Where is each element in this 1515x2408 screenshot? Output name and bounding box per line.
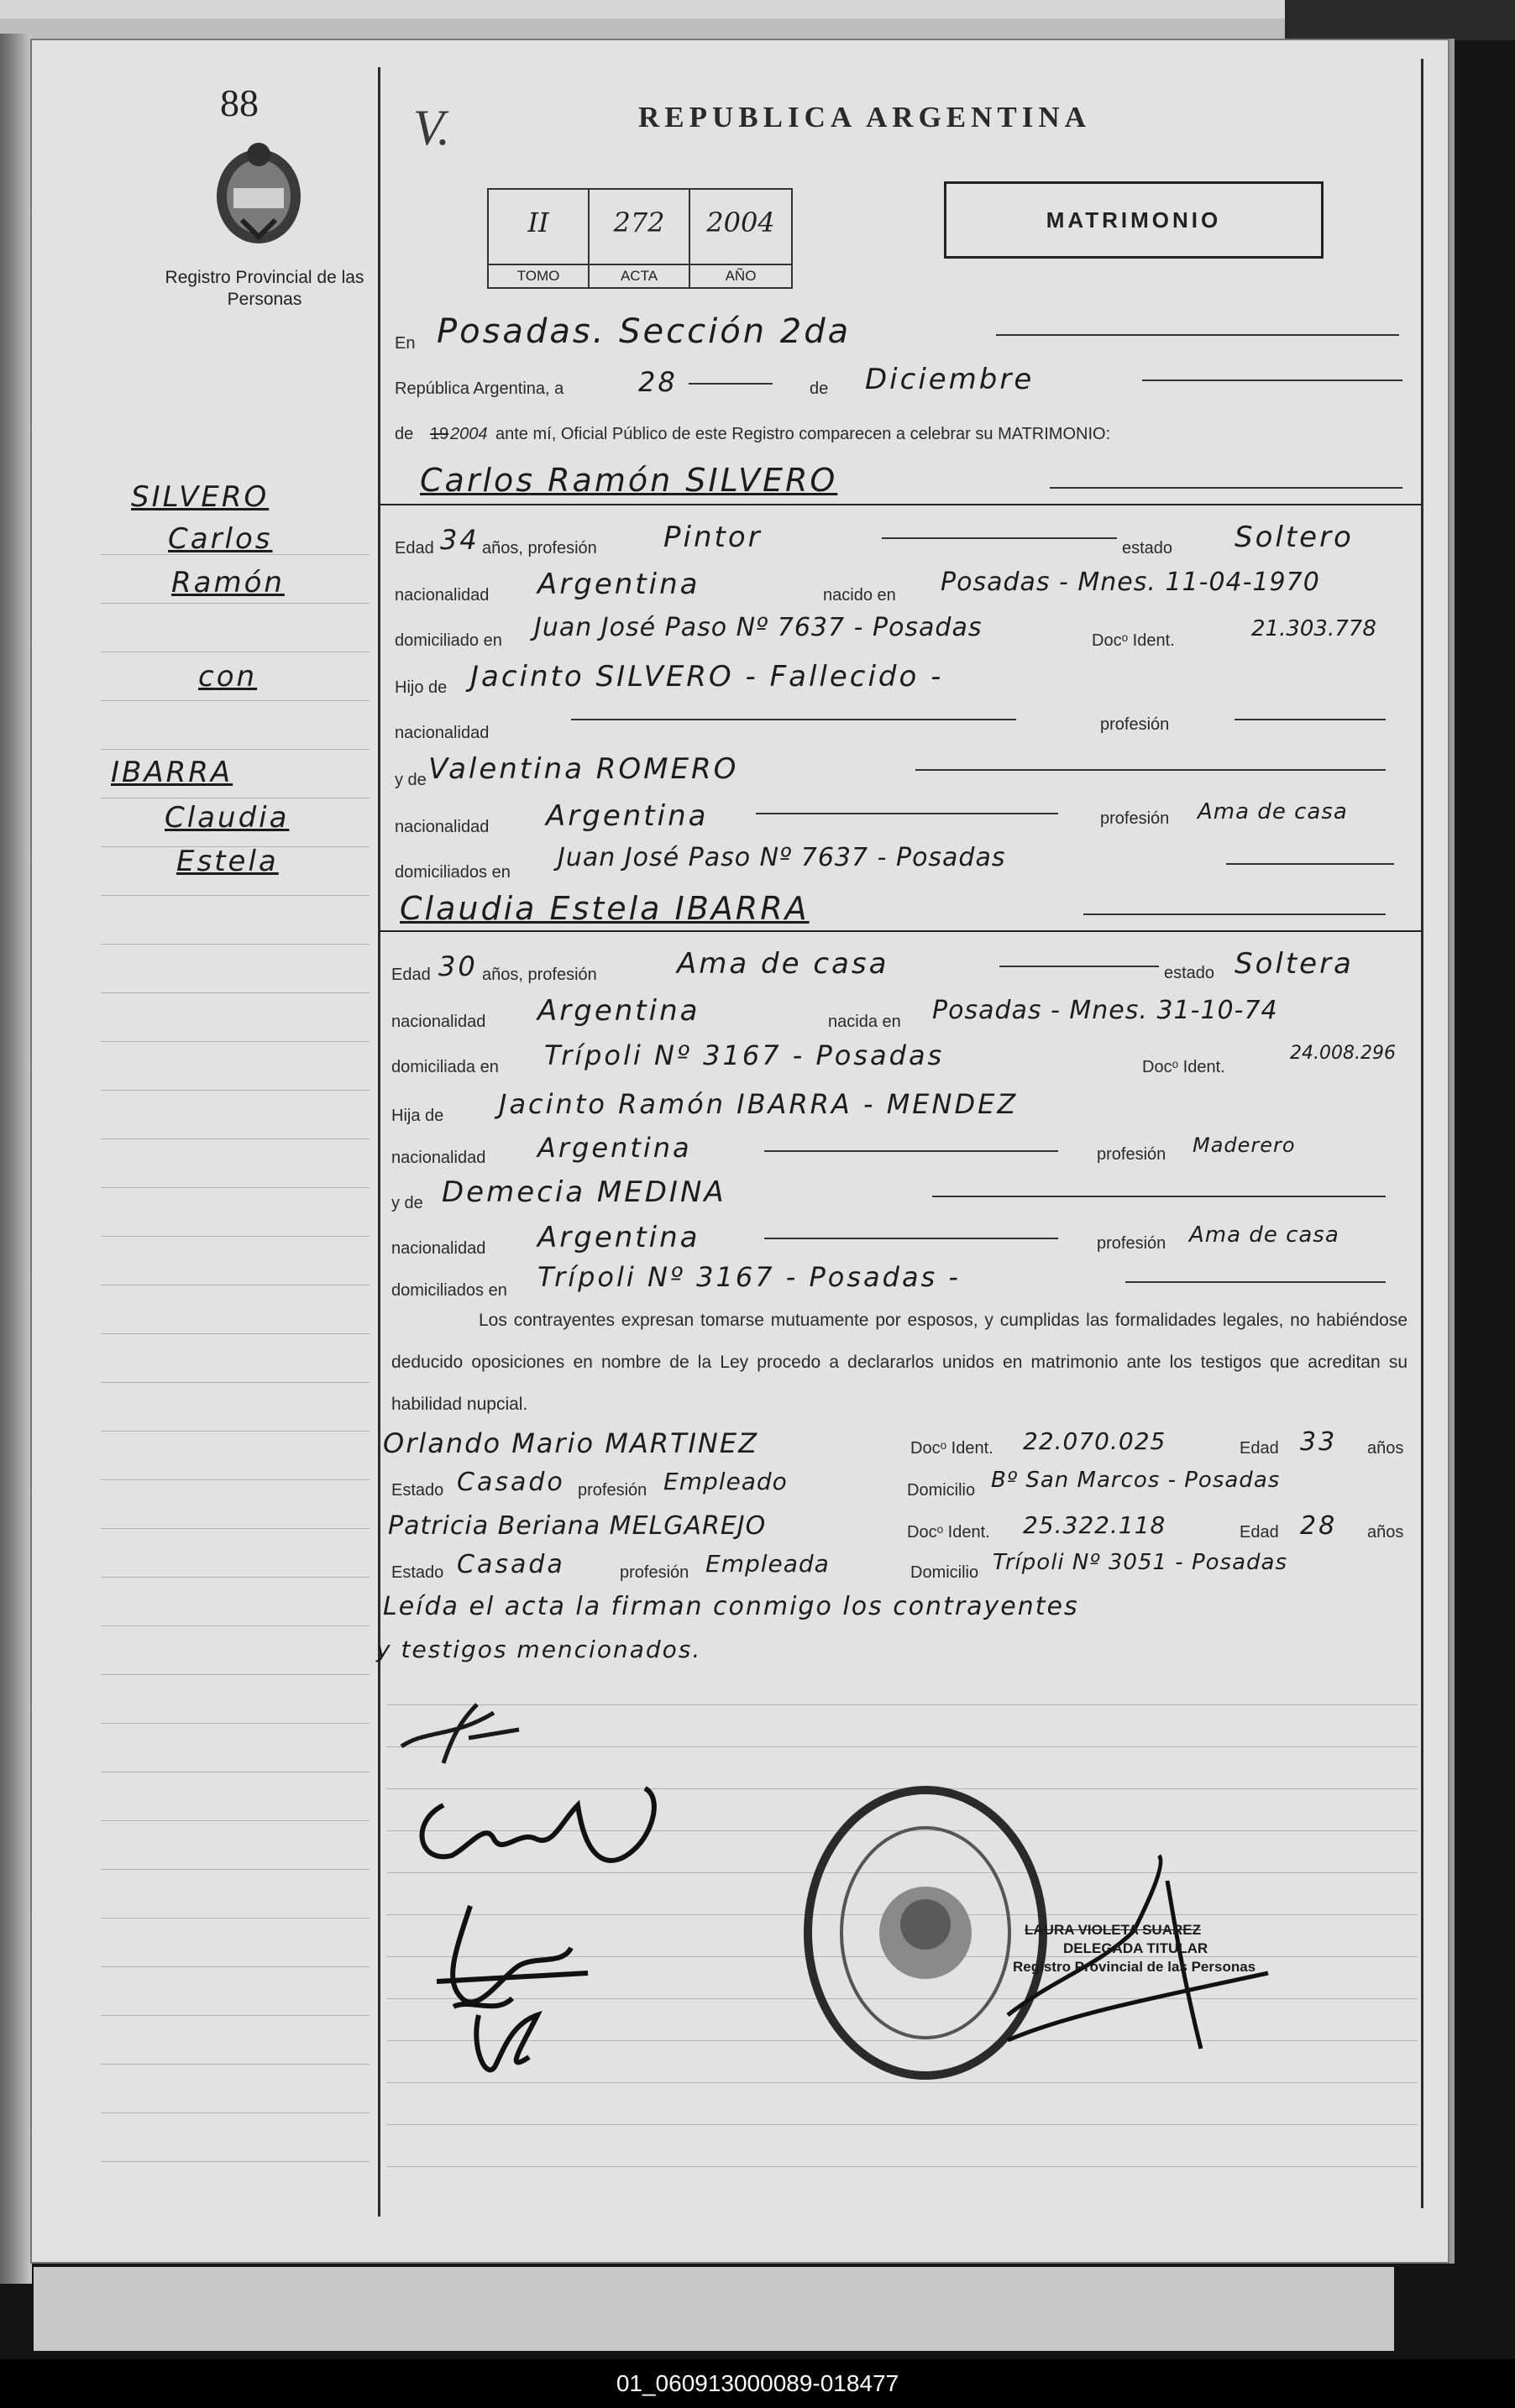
bride-profesion: Ama de casa: [677, 947, 889, 981]
stamp-office: Registro Provincial de las Personas: [1013, 1959, 1256, 1975]
witness2-doc: 25.322.118: [1023, 1511, 1166, 1539]
bride-hija-label: Hija de: [391, 1107, 444, 1125]
witness1-dom-label: Domicilio: [907, 1481, 976, 1500]
book-spine: [0, 34, 32, 2284]
bride-prof-dash: [999, 966, 1159, 967]
bride-madre-nac: Argentina: [537, 1221, 700, 1254]
bride-nacionalidad: Argentina: [537, 994, 700, 1028]
right-rule: [1421, 59, 1423, 2208]
groom-padres-dom: Juan José Paso Nº 7637 - Posadas: [558, 843, 1006, 872]
witness1-edad: 33: [1300, 1427, 1338, 1457]
bride-padre-nac: Argentina: [537, 1132, 692, 1164]
place-dash: [996, 334, 1399, 336]
de-label: de: [810, 380, 829, 398]
groom-madre-prof: Ama de casa: [1198, 799, 1348, 824]
witness2-edad-label: Edad: [1240, 1523, 1279, 1542]
bride-padres-dom-dash: [1125, 1281, 1386, 1283]
witness2-edad: 28: [1300, 1511, 1338, 1541]
groom-name-dash: [1050, 487, 1402, 489]
bride-full-name: Claudia Estela IBARRA: [400, 890, 810, 927]
groom-domicilio: Juan José Paso Nº 7637 - Posadas: [534, 613, 983, 642]
bride-madre-nac-label: nacionalidad: [391, 1239, 486, 1258]
image-id-footer: 01_060913000089-018477: [0, 2359, 1515, 2408]
groom-anios-label: años, profesión: [482, 539, 597, 558]
groom-full-name: Carlos Ramón SILVERO: [420, 462, 838, 499]
anio-value: 2004: [706, 207, 775, 238]
bride-madre-dash: [932, 1196, 1386, 1197]
en-label: En: [395, 334, 416, 353]
bride-padre-nac-label: nacionalidad: [391, 1149, 486, 1167]
intro-text: ante mí, Oficial Público de este Registro comparecen a celebrar su MATRIMONIO:: [495, 425, 1111, 443]
groom-nac-label: nacionalidad: [395, 586, 490, 605]
witness1-estado-label: Estado: [391, 1481, 444, 1500]
stamp-name: LAURA VIOLETA SUAREZ: [1025, 1922, 1201, 1938]
margin-bride-name1: Claudia: [165, 801, 290, 835]
witness1-domicilio: Bº San Marcos - Posadas: [991, 1468, 1281, 1493]
witness1-edad-label: Edad: [1240, 1439, 1279, 1458]
month-dash: [1142, 380, 1402, 381]
groom-madre: Valentina ROMERO: [428, 752, 739, 786]
official-stamp: [1013, 1921, 1315, 1976]
groom-padre-nac-dash: [571, 719, 1016, 720]
groom-nacido-label: nacido en: [823, 586, 896, 605]
bride-edad-label: Edad: [391, 966, 431, 984]
closing-line-1: Leída el acta la firman conmigo los contrayentes: [383, 1592, 1079, 1621]
bride-padre-nac-dash: [764, 1150, 1058, 1152]
anio-cell: [690, 190, 791, 287]
groom-hijo-label: Hijo de: [395, 678, 448, 697]
bride-padre: Jacinto Ramón IBARRA - MENDEZ: [499, 1088, 1019, 1120]
bride-padres-dom: Trípoli Nº 3167 - Posadas -: [537, 1261, 961, 1293]
groom-padre-prof-dash: [1235, 719, 1386, 720]
signature-groom: [393, 1772, 695, 1889]
groom-doc: 21.303.778: [1251, 616, 1376, 641]
witness2-estado-label: Estado: [391, 1563, 444, 1582]
margin-con: con: [198, 660, 258, 694]
groom-yde-label: y de: [395, 771, 427, 789]
bride-estado-label: estado: [1164, 964, 1215, 982]
day-dash: [689, 383, 773, 385]
witness1-estado: Casado: [457, 1468, 565, 1497]
witness2-prof-label: profesión: [620, 1563, 689, 1582]
bride-madre-nac-dash: [764, 1238, 1058, 1239]
page-edge-dark: [1285, 0, 1515, 40]
bride-nac-label: nacionalidad: [391, 1013, 486, 1031]
bride-padre-prof: Maderero: [1193, 1133, 1296, 1157]
witness2-name: Patricia Beriana MELGAREJO: [388, 1511, 767, 1541]
groom-estado: Soltero: [1235, 521, 1354, 554]
handwritten-tick: V.: [413, 100, 450, 155]
witness1-doc-label: Docᵒ Ident.: [910, 1439, 993, 1458]
groom-prof-dash: [882, 537, 1117, 539]
witness2-domicilio: Trípoli Nº 3051 - Posadas: [993, 1550, 1287, 1575]
page-edge-top: [0, 0, 1515, 40]
margin-groom-name1: Carlos: [168, 522, 273, 556]
groom-estado-label: estado: [1122, 539, 1173, 558]
day-value: 28: [638, 366, 678, 398]
coat-of-arms-emblem: [208, 136, 309, 254]
witness1-name: Orlando Mario MARTINEZ: [383, 1427, 758, 1459]
signature-bride: [420, 1889, 605, 2091]
bride-anios-label: años, profesión: [482, 966, 597, 984]
anio-label: AÑO: [690, 264, 791, 287]
bride-doc: 24.008.296: [1290, 1043, 1396, 1064]
bride-edad: 30: [438, 950, 478, 982]
witness1-profesion: Empleado: [663, 1468, 788, 1495]
bride-padres-dom-label: domiciliados en: [391, 1281, 507, 1300]
margin-bride-surname: IBARRA: [111, 756, 233, 789]
bride-doc-label: Docᵒ Ident.: [1142, 1058, 1225, 1076]
groom-profesion: Pintor: [663, 521, 763, 554]
groom-edad-label: Edad: [395, 539, 434, 558]
tomo-value: II: [527, 207, 549, 238]
acta-value: 272: [613, 207, 665, 238]
record-number-box: [487, 188, 793, 289]
acta-cell: [590, 190, 690, 287]
groom-edad: 34: [440, 524, 480, 556]
bride-estado: Soltera: [1235, 947, 1354, 981]
bride-nacida-label: nacida en: [828, 1013, 901, 1031]
margin-rule: [378, 67, 380, 2217]
de2-label: de: [395, 425, 414, 443]
groom-padre: Jacinto SILVERO - Fallecido -: [470, 660, 944, 694]
acta-label: ACTA: [590, 264, 689, 287]
groom-padre-nac-label: nacionalidad: [395, 724, 490, 742]
month-value: Diciembre: [865, 363, 1035, 396]
groom-dom-label: domiciliado en: [395, 631, 502, 650]
year-struck: 19: [430, 425, 449, 443]
groom-separator: [380, 504, 1421, 505]
record-type-box: MATRIMONIO: [944, 181, 1324, 259]
stamp-role: DELEGADA TITULAR: [1063, 1940, 1208, 1956]
witness2-profesion: Empleada: [705, 1550, 830, 1578]
declaration-text: Los contrayentes expresan tomarse mutuamente por esposos, y cumplidas las formalidades legales, no habiéndose deducido oposiciones en nombre de la Ley procedo a declararlos unidos en matrimonio ante los testigos que acreditan su habilidad nupcial.: [391, 1311, 1408, 1414]
groom-madre-prof-label: profesión: [1100, 809, 1170, 828]
groom-nacionalidad: Argentina: [537, 568, 700, 601]
bride-separator: [380, 930, 1421, 932]
groom-nacido: Posadas - Mnes. 11-04-1970: [941, 568, 1320, 597]
registry-label: Registro Provincial de las Personas: [165, 268, 364, 309]
lower-page-edge: [34, 2267, 1394, 2351]
bride-yde-label: y de: [391, 1194, 423, 1212]
groom-padre-prof-label: profesión: [1100, 715, 1170, 734]
place-value: Posadas. Sección 2da: [437, 312, 852, 351]
bride-nacida: Posadas - Mnes. 31-10-74: [932, 996, 1278, 1025]
witness1-anios-label: años: [1367, 1439, 1404, 1458]
witness1-prof-label: profesión: [578, 1481, 647, 1500]
closing-line-2: y testigos mencionados.: [376, 1636, 702, 1663]
republica-label: República Argentina, a: [395, 380, 564, 398]
groom-padres-dom-dash: [1226, 863, 1394, 865]
bride-domicilio: Trípoli Nº 3167 - Posadas: [544, 1039, 945, 1071]
document-title: REPUBLICA ARGENTINA: [638, 101, 1091, 133]
margin-bride-name2: Estela: [176, 845, 279, 878]
bride-dom-label: domiciliada en: [391, 1058, 499, 1076]
witness2-dom-label: Domicilio: [910, 1563, 979, 1582]
witness2-estado: Casada: [457, 1550, 565, 1579]
tomo-label: TOMO: [489, 264, 588, 287]
groom-padres-dom-label: domiciliados en: [395, 863, 511, 882]
bride-madre: Demecia MEDINA: [442, 1175, 726, 1209]
groom-madre-nac-dash: [756, 813, 1058, 814]
groom-madre-nac-label: nacionalidad: [395, 818, 490, 836]
bride-madre-prof-label: profesión: [1097, 1234, 1166, 1253]
witness1-doc: 22.070.025: [1023, 1427, 1166, 1455]
bride-madre-prof: Ama de casa: [1189, 1222, 1339, 1248]
groom-doc-label: Docᵒ Ident.: [1092, 631, 1175, 650]
groom-madre-nac: Argentina: [546, 799, 709, 833]
tomo-cell: [489, 190, 590, 287]
margin-groom-surname: SILVERO: [131, 480, 270, 514]
witness2-anios-label: años: [1367, 1523, 1404, 1542]
page-edge-strip: [0, 0, 1310, 18]
margin-groom-name2: Ramón: [171, 566, 285, 599]
signature-cross: [393, 1696, 544, 1772]
bride-name-dash: [1083, 913, 1386, 915]
bride-padre-prof-label: profesión: [1097, 1145, 1166, 1164]
groom-madre-dash: [915, 769, 1386, 771]
year-value: 2004: [450, 425, 488, 443]
folio-number: 88: [220, 81, 259, 124]
witness2-doc-label: Docᵒ Ident.: [907, 1523, 990, 1542]
